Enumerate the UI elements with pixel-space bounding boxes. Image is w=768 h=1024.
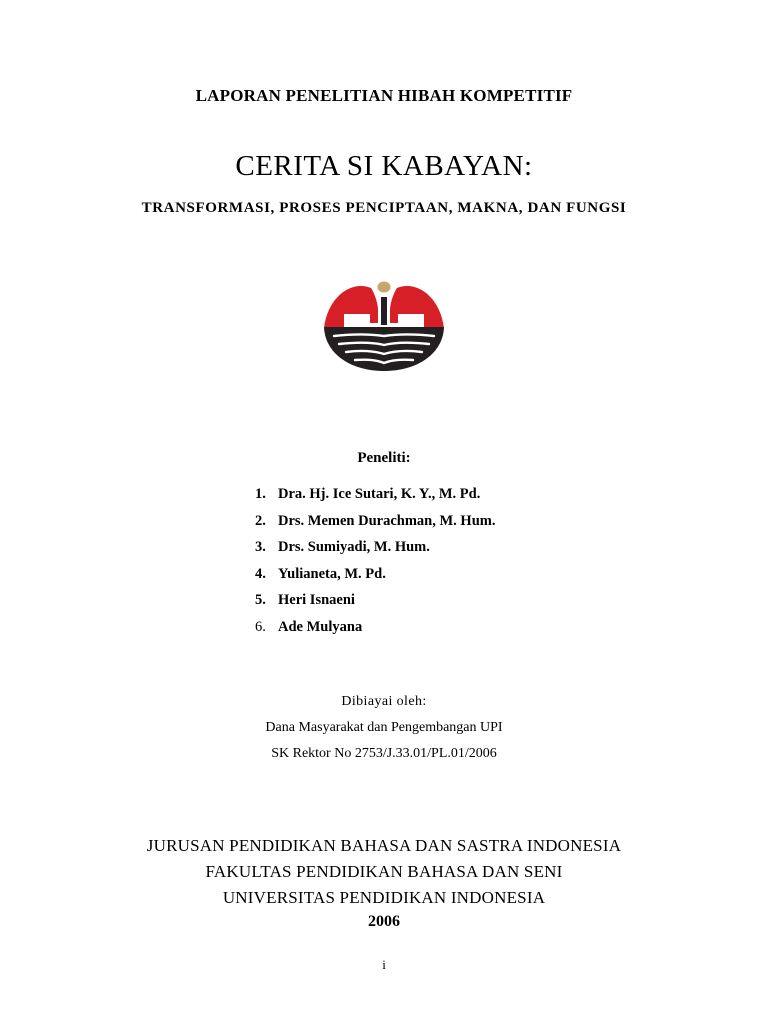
emblem-red-center-left-icon xyxy=(370,288,378,323)
department-name: JURUSAN PENDIDIKAN BAHASA DAN SASTRA INDONESIA xyxy=(146,836,622,855)
list-item xyxy=(255,618,495,645)
publication-year: 2006 xyxy=(368,913,400,930)
report-type: LAPORAN PENELITIAN HIBAH KOMPETITIF xyxy=(195,86,573,105)
emblem-red-left-wing-icon xyxy=(324,286,374,328)
researchers-heading: Peneliti: xyxy=(357,450,411,466)
researcher-number: 3. xyxy=(255,539,266,555)
decree-number: SK Rektor No 2753/J.33.01/PL.01/2006 xyxy=(271,746,497,761)
researcher-number: 1. xyxy=(255,486,266,502)
list-item xyxy=(255,591,495,618)
university-name: UNIVERSITAS PENDIDIKAN INDONESIA xyxy=(222,888,546,907)
list-item xyxy=(255,538,495,565)
emblem-black-base-icon xyxy=(324,327,444,371)
researcher-number: 2. xyxy=(255,512,266,529)
researcher-list xyxy=(255,485,495,644)
page-number: i xyxy=(382,957,386,972)
page-title: CERITA SI KABAYAN: xyxy=(235,150,533,182)
funding-label: Dibiayai oleh: xyxy=(341,694,427,709)
researcher-number: 5. xyxy=(255,592,266,608)
list-item xyxy=(255,485,495,512)
researcher-name: Drs. Memen Durachman, M. Hum. xyxy=(278,512,496,529)
researcher-number: 6. xyxy=(255,618,266,635)
researcher-name: Drs. Sumiyadi, M. Hum. xyxy=(278,539,430,555)
researcher-name: Yulianeta, M. Pd. xyxy=(278,565,386,582)
researcher-name: Heri Isnaeni xyxy=(278,592,355,608)
emblem-black-pillar-icon xyxy=(381,297,387,325)
researcher-number: 4. xyxy=(255,565,266,582)
list-item xyxy=(255,565,495,592)
list-item xyxy=(255,512,495,539)
page-subtitle: TRANSFORMASI, PROSES PENCIPTAAN, MAKNA, DAN FUNGSI xyxy=(141,200,627,216)
researcher-name: Ade Mulyana xyxy=(278,618,363,635)
university-emblem-icon xyxy=(322,276,446,372)
emblem-red-center-right-icon xyxy=(390,288,398,323)
emblem-red-right-wing-icon xyxy=(394,286,444,328)
faculty-name: FAKULTAS PENDIDIKAN BAHASA DAN SENI xyxy=(205,862,563,881)
researcher-name: Dra. Hj. Ice Sutari, K. Y., M. Pd. xyxy=(278,486,481,502)
emblem-gold-circle-icon xyxy=(378,282,391,293)
funder-name: Dana Masyarakat dan Pengembangan UPI xyxy=(265,720,503,735)
